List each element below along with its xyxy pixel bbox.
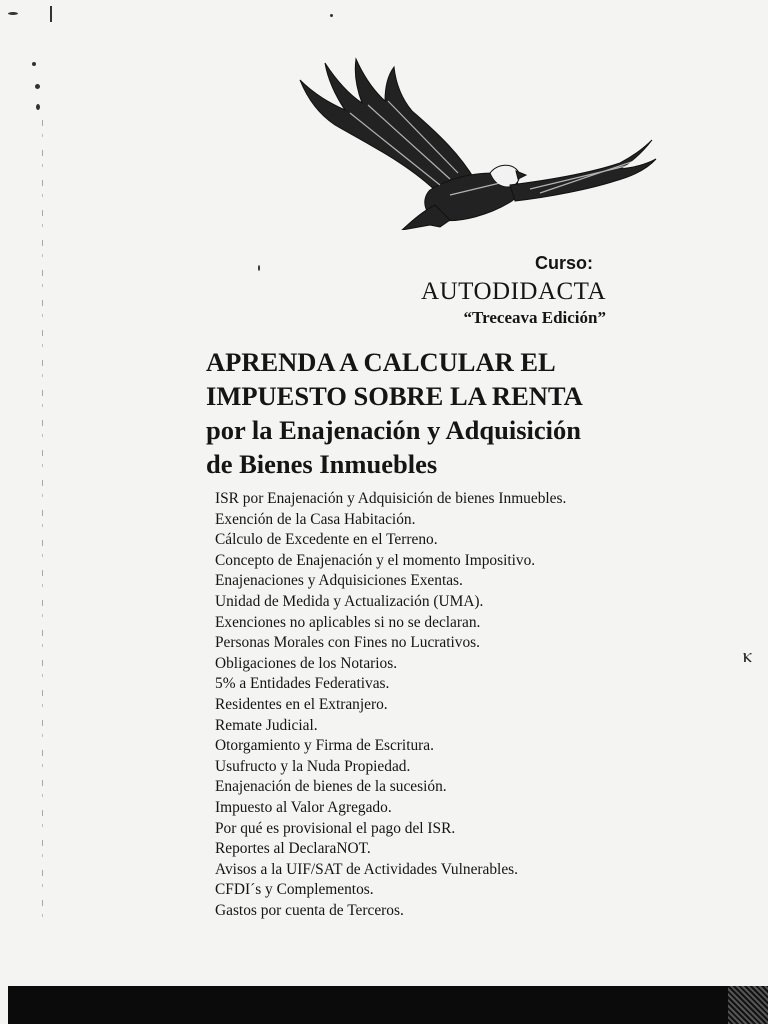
topic-item: Otorgamiento y Firma de Escritura. (215, 737, 434, 755)
topic-item: Reportes al DeclaraNOT. (215, 840, 371, 858)
title-line: por la Enajenación y Adquisición (206, 415, 582, 445)
title-line: APRENDA A CALCULAR EL (206, 347, 556, 377)
scan-speck (35, 84, 40, 89)
scan-speck (8, 12, 18, 15)
scan-speck (258, 265, 260, 271)
topic-item: Exenciones no aplicables si no se declaran. (215, 613, 481, 631)
course-name: AUTODIDACTA (421, 278, 606, 305)
topics-list (215, 489, 675, 921)
scan-speck (330, 14, 333, 17)
scan-noise (728, 986, 768, 1024)
topic-item: Exención de la Casa Habitación. (215, 510, 416, 528)
topic-item: Usufructo y la Nuda Propiedad. (215, 757, 411, 775)
edition-label: “Treceava Edición” (463, 308, 606, 327)
topic-item: CFDI´s y Complementos. (215, 881, 374, 899)
scan-bottom-bar (8, 986, 768, 1024)
topic-item: Gastos por cuenta de Terceros. (215, 901, 404, 919)
title-line: de Bienes Inmuebles (206, 449, 438, 479)
scan-speck (32, 62, 36, 66)
topic-item: Impuesto al Valor Agregado. (215, 798, 392, 816)
topic-item: Avisos a la UIF/SAT de Actividades Vulnerables. (215, 860, 518, 878)
scan-edge-marks (42, 120, 43, 920)
topic-item: Remate Judicial. (215, 716, 318, 734)
topic-item: Por qué es provisional el pago del ISR. (215, 819, 456, 837)
topic-item: 5% a Entidades Federativas. (215, 675, 390, 693)
eagle-icon (290, 55, 660, 230)
topic-item: Personas Morales con Fines no Lucrativos. (215, 634, 481, 652)
topic-item: ISR por Enajenación y Adquisición de bienes Inmuebles. (215, 490, 567, 507)
topic-item: Cálculo de Excedente en el Terreno. (215, 531, 438, 549)
topic-item: Enajenaciones y Adquisiciones Exentas. (215, 572, 463, 590)
scan-speck (50, 6, 52, 22)
title-line: IMPUESTO SOBRE LA RENTA (206, 381, 583, 411)
topic-item: Unidad de Medida y Actualización (UMA). (215, 592, 484, 610)
main-title (206, 345, 676, 481)
topic-item: Concepto de Enajenación y el momento Impositivo. (215, 551, 536, 569)
topic-item: Obligaciones de los Notarios. (215, 654, 398, 672)
scan-speck (36, 104, 40, 110)
course-label: Curso: (535, 253, 593, 273)
stray-mark: ⲕ (743, 645, 753, 667)
topic-item: Enajenación de bienes de la sucesión. (215, 778, 447, 796)
topic-item: Residentes en el Extranjero. (215, 695, 388, 713)
